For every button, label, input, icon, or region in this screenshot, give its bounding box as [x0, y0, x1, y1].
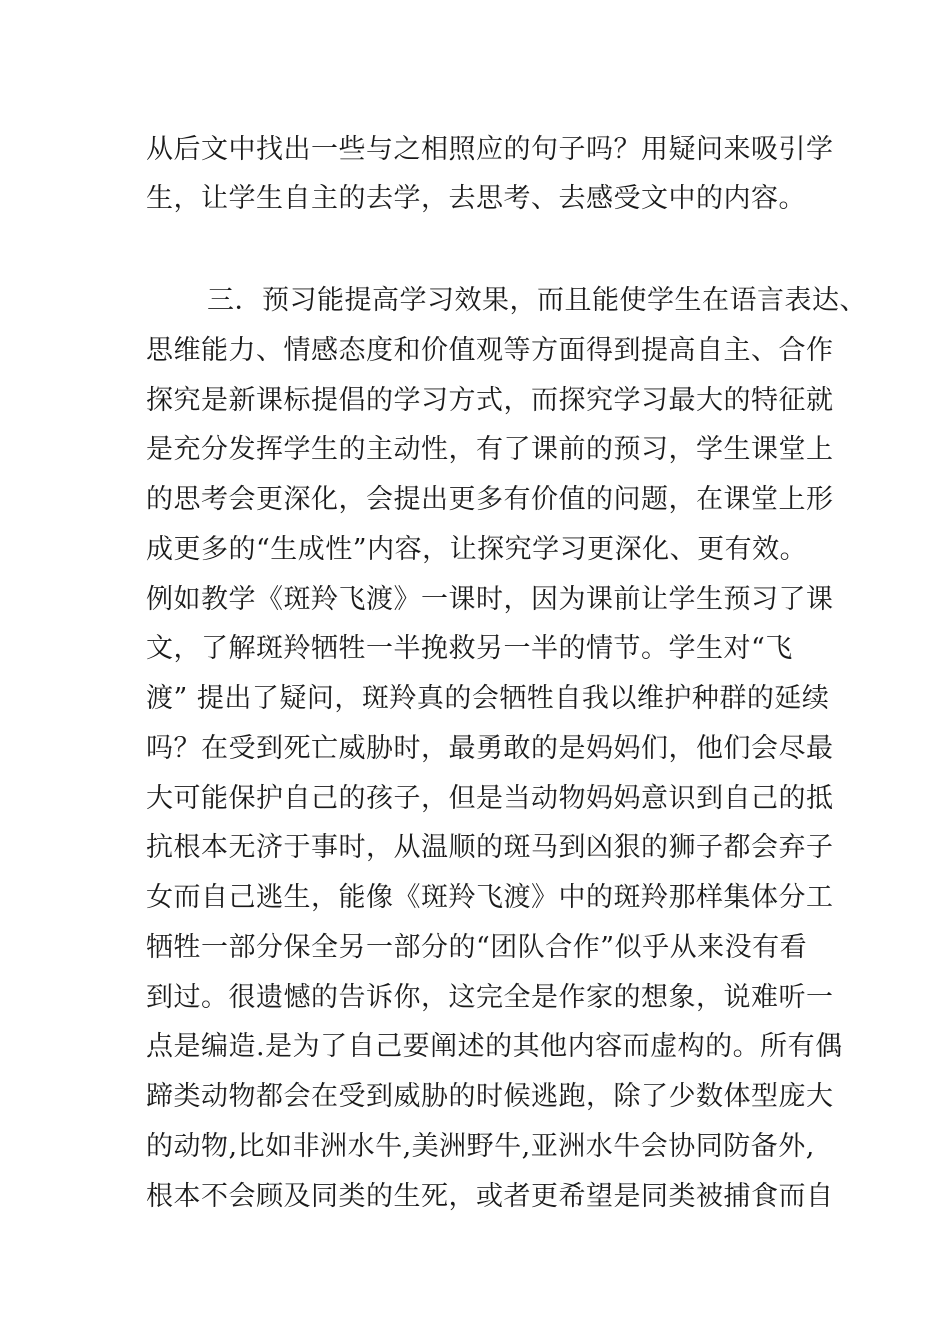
text-line: 是充分发挥学生的主动性，有了课前的预习，学生课堂上 [146, 434, 834, 465]
text-line: 三．预习能提高学习效果，而且能使学生在语言表达、 [207, 285, 867, 316]
text-line: 渡” 提出了疑问，斑羚真的会牺牲自我以维护种群的延续 [146, 683, 830, 714]
text-line: 例如教学《斑羚飞渡》一课时，因为课前让学生预习了课 [146, 584, 834, 615]
text-line: 蹄类动物都会在受到威胁的时候逃跑，除了少数体型庞大 [146, 1081, 834, 1112]
text-line: 探究是新课标提倡的学习方式，而探究学习最大的特征就 [146, 385, 834, 416]
text-line: 女而自己逃生，能像《斑羚飞渡》中的斑羚那样集体分工 [146, 882, 834, 913]
text-line: 抗根本无济于事时，从温顺的斑马到凶狠的狮子都会弃子 [146, 832, 834, 863]
text-line: 吗？在受到死亡威胁时，最勇敢的是妈妈们，他们会尽最 [146, 733, 834, 764]
text-line: 根本不会顾及同类的生死，或者更希望是同类被捕食而自 [146, 1181, 834, 1212]
text-line: 思维能力、情感态度和价值观等方面得到提高自主、合作 [146, 335, 834, 366]
text-line: 点是编造.是为了自己要阐述的其他内容而虚构的。所有偶 [146, 1031, 843, 1062]
text-line: 从后文中找出一些与之相照应的句子吗？用疑问来吸引学 [146, 134, 834, 165]
text-line: 生，让学生自主的去学，去思考、去感受文中的内容。 [146, 183, 806, 214]
text-line: 的动物,比如非洲水牛,美洲野牛,亚洲水牛会协同防备外, [146, 1131, 815, 1162]
text-line: 文，了解斑羚牺牲一半挽救另一半的情节。学生对“飞 [146, 633, 793, 664]
text-line: 的思考会更深化，会提出更多有价值的问题，在课堂上形 [146, 484, 834, 515]
text-line: 成更多的“生成性”内容，让探究学习更深化、更有效。 [146, 534, 808, 565]
text-line: 到过。很遗憾的告诉你，这完全是作家的想象，说难听一 [146, 982, 834, 1013]
text-line: 大可能保护自己的孩子，但是当动物妈妈意识到自己的抵 [146, 783, 834, 814]
text-line: 牺牲一部分保全另一部分的“团队合作”似乎从来没有看 [146, 932, 808, 963]
